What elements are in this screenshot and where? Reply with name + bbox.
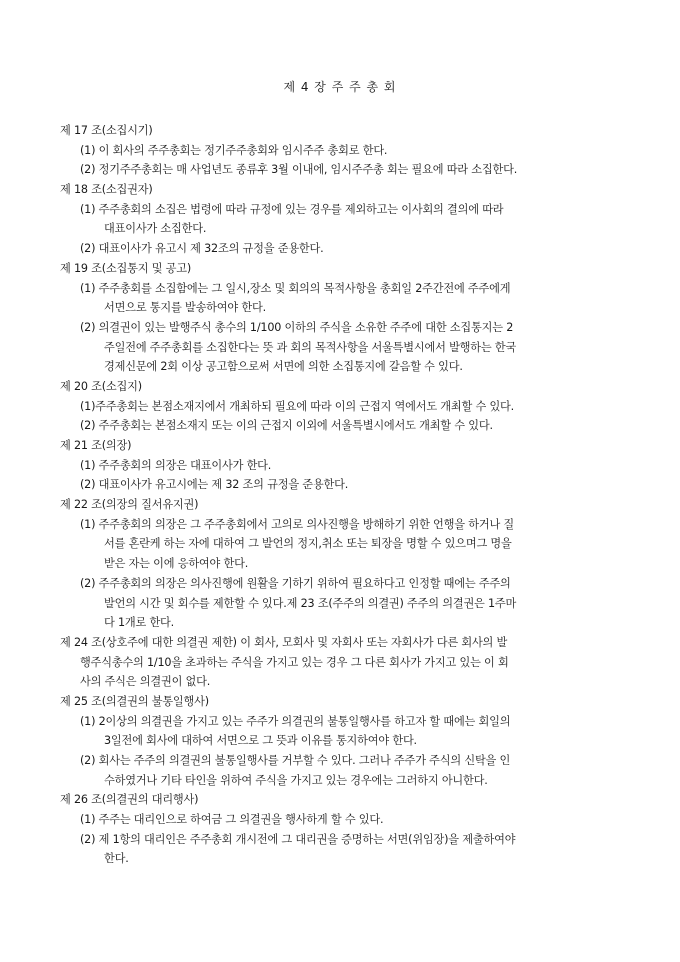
article-heading: 제 19 조(소집통지 및 공고) xyxy=(60,261,192,275)
clause-line: (2) 주주총회의 의장은 의사진행에 원활을 기하기 위하여 필요하다고 인정할 때에는 주주의 xyxy=(80,576,511,590)
article-heading: 제 26 조(의결권의 대리행사) xyxy=(60,793,199,807)
clause-line: 3일전에 회사에 대하여 서면으로 그 뜻과 이유를 통지하여야 한다. xyxy=(104,734,417,748)
article-heading: 제 18 조(소집권자) xyxy=(60,183,153,197)
clause-line: (1) 주주총회의 의장은 대표이사가 한다. xyxy=(80,458,272,472)
clause-line: (1) 주주는 대리인으로 하여금 그 의결권을 행사하게 할 수 있다. xyxy=(80,813,384,827)
clause-line: 대표이사가 소집한다. xyxy=(104,222,207,236)
clause-line: (2) 제 1항의 대리인은 주주총회 개시전에 그 대리권을 증명하는 서면(위임장)을 제출하여야 xyxy=(80,832,516,846)
clause-line: 다 1개로 한다. xyxy=(104,616,175,630)
clause-line: (2) 정기주주총회는 매 사업년도 종류후 3월 이내에, 임시주주총 회는 필요에 따라 소집한다. xyxy=(80,163,518,177)
clause-line: 주일전에 주주총회를 소집한다는 뜻 과 회의 목적사항을 서울특별시에서 발행하는 한국 xyxy=(104,340,517,354)
clause-line: (2) 대표이사가 유고시에는 제 32 조의 규정을 준용한다. xyxy=(80,478,349,492)
clause-line: 서면으로 통지를 발송하여야 한다. xyxy=(104,301,266,315)
clause-line: (1) 주주총회의 소집은 법령에 따라 규정에 있는 경우를 제외하고는 이사회의 결의에 따라 xyxy=(80,202,504,216)
clause-line: 서를 혼란케 하는 자에 대하여 그 발언의 정지,취소 또는 퇴장을 명할 수 있으며그 명을 xyxy=(104,537,512,551)
clause-line: (2) 회사는 주주의 의결권의 불통일행사를 거부할 수 있다. 그러나 주주가 주식의 신탁을 인 xyxy=(80,754,511,767)
clause-line: 수하였거나 기타 타인을 위하여 주식을 가지고 있는 경우에는 그러하지 아니한다. xyxy=(104,773,488,787)
article-heading: 제 22 조(의장의 질서유지권) xyxy=(60,498,199,512)
article-heading: 제 25 조(의결권의 불통일행사) xyxy=(60,694,209,708)
chapter-title: 제 4 장 주 주 총 회 xyxy=(283,80,397,94)
clause-line: (1) 이 회사의 주주총회는 정기주주총회와 임시주주 총회로 한다. xyxy=(80,143,388,157)
clause-line: (1) 주주총회를 소집함에는 그 일시,장소 및 회의의 목적사항을 총회일 2주간전에 주주에게 xyxy=(80,281,511,295)
article-heading: 제 24 조(상호주에 대한 의결권 제한) 이 회사, 모회사 및 자회사 또는 자회사가 다른 회사의 발 xyxy=(60,635,508,649)
clause-line: 행주식총수의 1/10을 초과하는 주식을 가지고 있는 경우 그 다른 회사가 가지고 있는 이 회 xyxy=(80,655,509,669)
clause-line: (1) 2이상의 의결권을 가지고 있는 주주가 의결권의 불통일행사를 하고자 할 때에는 회일의 xyxy=(80,714,511,728)
article-heading: 제 20 조(소집지) xyxy=(60,379,142,393)
clause-line: (1) 주주총회의 의장은 그 주주총회에서 고의로 의사진행을 방해하기 위한 언행을 하거나 질 xyxy=(80,517,515,531)
clause-line: (2) 주주총회는 본점소재지 또는 이의 근접지 이외에 서울특별시에서도 개최할 수 있다. xyxy=(80,419,493,433)
clause-line: 경제신문에 2회 이상 공고함으로써 서면에 의한 소집통지에 갈음할 수 있다. xyxy=(104,360,463,374)
clause-line: 발언의 시간 및 회수를 제한할 수 있다.제 23 조(주주의 의결권) 주주의 의결권은 1주마 xyxy=(104,596,517,610)
clause-line: 사의 주식은 의결권이 없다. xyxy=(80,675,211,689)
clause-line: 받은 자는 이에 응하여야 한다. xyxy=(104,557,249,571)
clause-line: (1)주주총회는 본점소재지에서 개최하되 필요에 따라 이의 근접지 역에서도 개최할 수 있다. xyxy=(80,399,515,413)
clause-line: (2) 의결권이 있는 발행주식 총수의 1/100 이하의 주식을 소유한 주주에 대한 소집통지는 2 xyxy=(80,320,514,334)
article-heading: 제 17 조(소집시기) xyxy=(60,124,153,137)
clause-line: 한다. xyxy=(104,852,129,866)
article-body xyxy=(60,121,632,869)
article-heading: 제 21 조(의장) xyxy=(60,439,132,452)
clause-line: (2) 대표이사가 유고시 제 32조의 규정을 준용한다. xyxy=(80,242,324,256)
